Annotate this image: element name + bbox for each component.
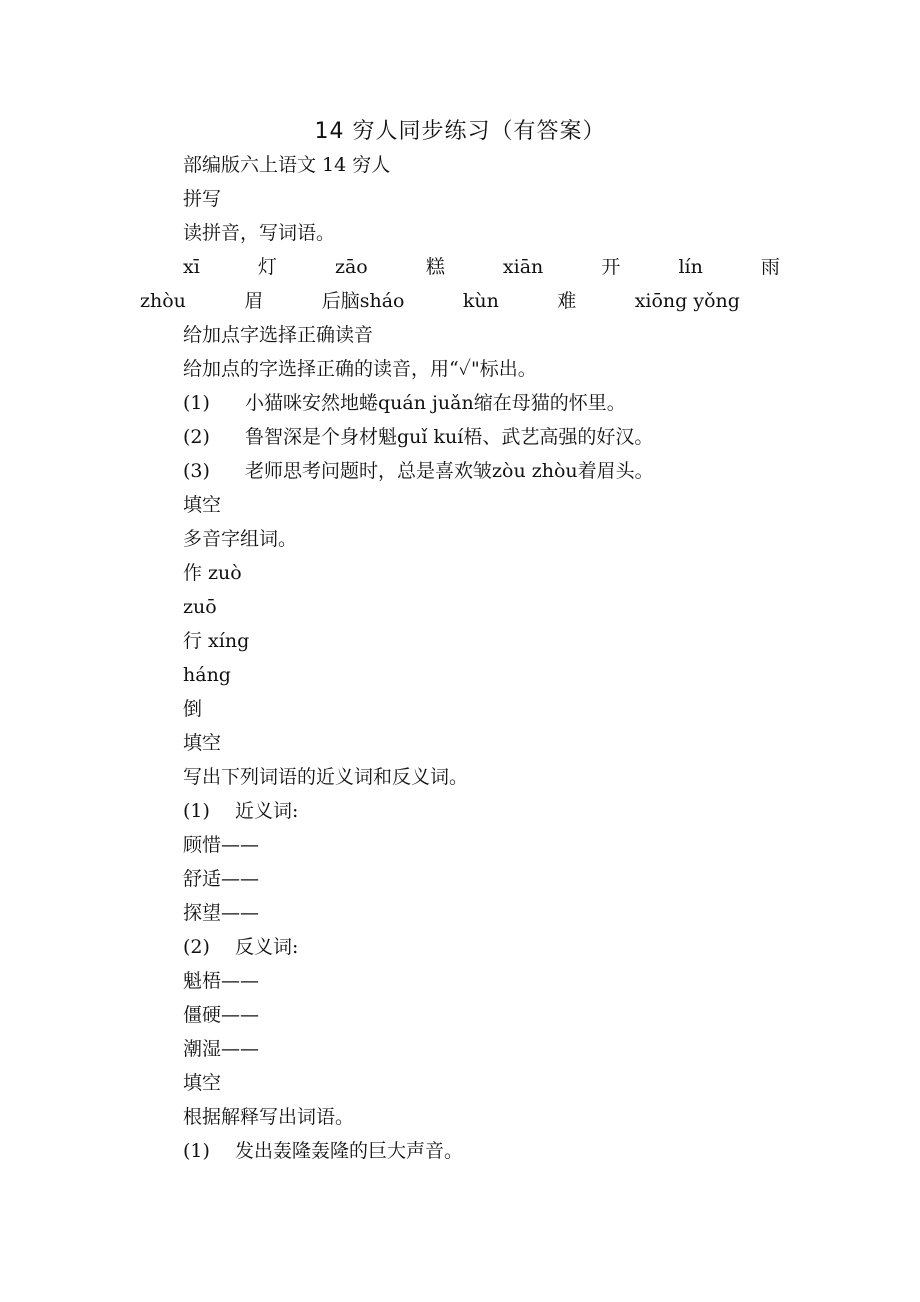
polyphone-line: háng xyxy=(183,664,231,686)
pinyin-cell: xiōng yǒng xyxy=(634,290,740,312)
pinyin-cell: xī xyxy=(183,256,200,278)
pinyin-cell: xiān xyxy=(502,256,544,278)
section1-instruction: 读拼音，写词语。 xyxy=(183,222,336,244)
subtitle: 部编版六上语文 14 穷人 xyxy=(183,154,391,176)
pinyin-cell: 开 xyxy=(601,256,621,278)
document-title: 14 穷人同步练习（有答案） xyxy=(314,119,606,144)
polyphone-line: 作 zuò xyxy=(183,562,242,584)
item-text: 发出轰隆轰隆的巨大声音。 xyxy=(235,1140,464,1162)
section5-instruction: 根据解释写出词语。 xyxy=(183,1106,355,1128)
synonym-label xyxy=(183,799,298,823)
word-item: 魁梧—— xyxy=(183,970,260,992)
item-number: (1) xyxy=(183,1140,210,1162)
pinyin-cell: 灯 xyxy=(257,256,277,278)
list-item xyxy=(183,459,654,483)
word-item: 僵硬—— xyxy=(183,1004,260,1026)
item-number: (2) xyxy=(183,936,210,958)
section4-heading: 填空 xyxy=(183,732,222,754)
list-item xyxy=(183,391,626,415)
item-number: (1) xyxy=(183,392,210,414)
section4-instruction: 写出下列词语的近义词和反义词。 xyxy=(183,766,469,788)
pinyin-cell: 难 xyxy=(557,290,577,312)
section1-heading: 拼写 xyxy=(183,188,222,210)
label-text: 反义词: xyxy=(235,936,299,958)
section3-instruction: 多音字组词。 xyxy=(183,528,298,550)
section2-heading: 给加点字选择正确读音 xyxy=(183,324,374,346)
pinyin-cell: 后脑sháo xyxy=(321,290,405,312)
pinyin-cell: 糕 xyxy=(425,256,445,278)
item-number: (2) xyxy=(183,426,210,448)
section5-heading: 填空 xyxy=(183,1072,222,1094)
list-item xyxy=(183,1139,463,1163)
item-text: 小猫咪安然地蜷quán juǎn缩在母猫的怀里。 xyxy=(245,392,626,414)
polyphone-line: 倒 xyxy=(183,698,203,720)
pinyin-cell: zhòu xyxy=(140,290,186,312)
pinyin-cell: kùn xyxy=(462,290,499,312)
word-item: 顾惜—— xyxy=(183,834,260,856)
section2-instruction: 给加点的字选择正确的读音，用“✓"标出。 xyxy=(183,358,537,380)
word-item: 探望—— xyxy=(183,902,260,924)
item-number: (3) xyxy=(183,460,210,482)
item-number: (1) xyxy=(183,800,210,822)
pinyin-cell: zāo xyxy=(334,256,368,278)
pinyin-cell: 眉 xyxy=(244,290,264,312)
list-item xyxy=(183,425,653,449)
item-text: 老师思考问题时，总是喜欢皱zòu zhòu着眉头。 xyxy=(245,460,654,482)
polyphone-line: 行 xíng xyxy=(183,630,250,652)
pinyin-cell: 雨 xyxy=(760,256,780,278)
item-text: 鲁智深是个身材魁guǐ kuí梧、武艺高强的好汉。 xyxy=(245,426,654,448)
word-item: 舒适—— xyxy=(183,868,260,890)
word-item: 潮湿—— xyxy=(183,1038,260,1060)
label-text: 近义词: xyxy=(235,800,299,822)
pinyin-cell: lín xyxy=(678,256,703,278)
pinyin-row-2 xyxy=(140,289,740,313)
antonym-label xyxy=(183,935,298,959)
polyphone-line: zuō xyxy=(183,596,217,618)
pinyin-row-1 xyxy=(183,255,780,279)
section3-heading: 填空 xyxy=(183,494,222,516)
